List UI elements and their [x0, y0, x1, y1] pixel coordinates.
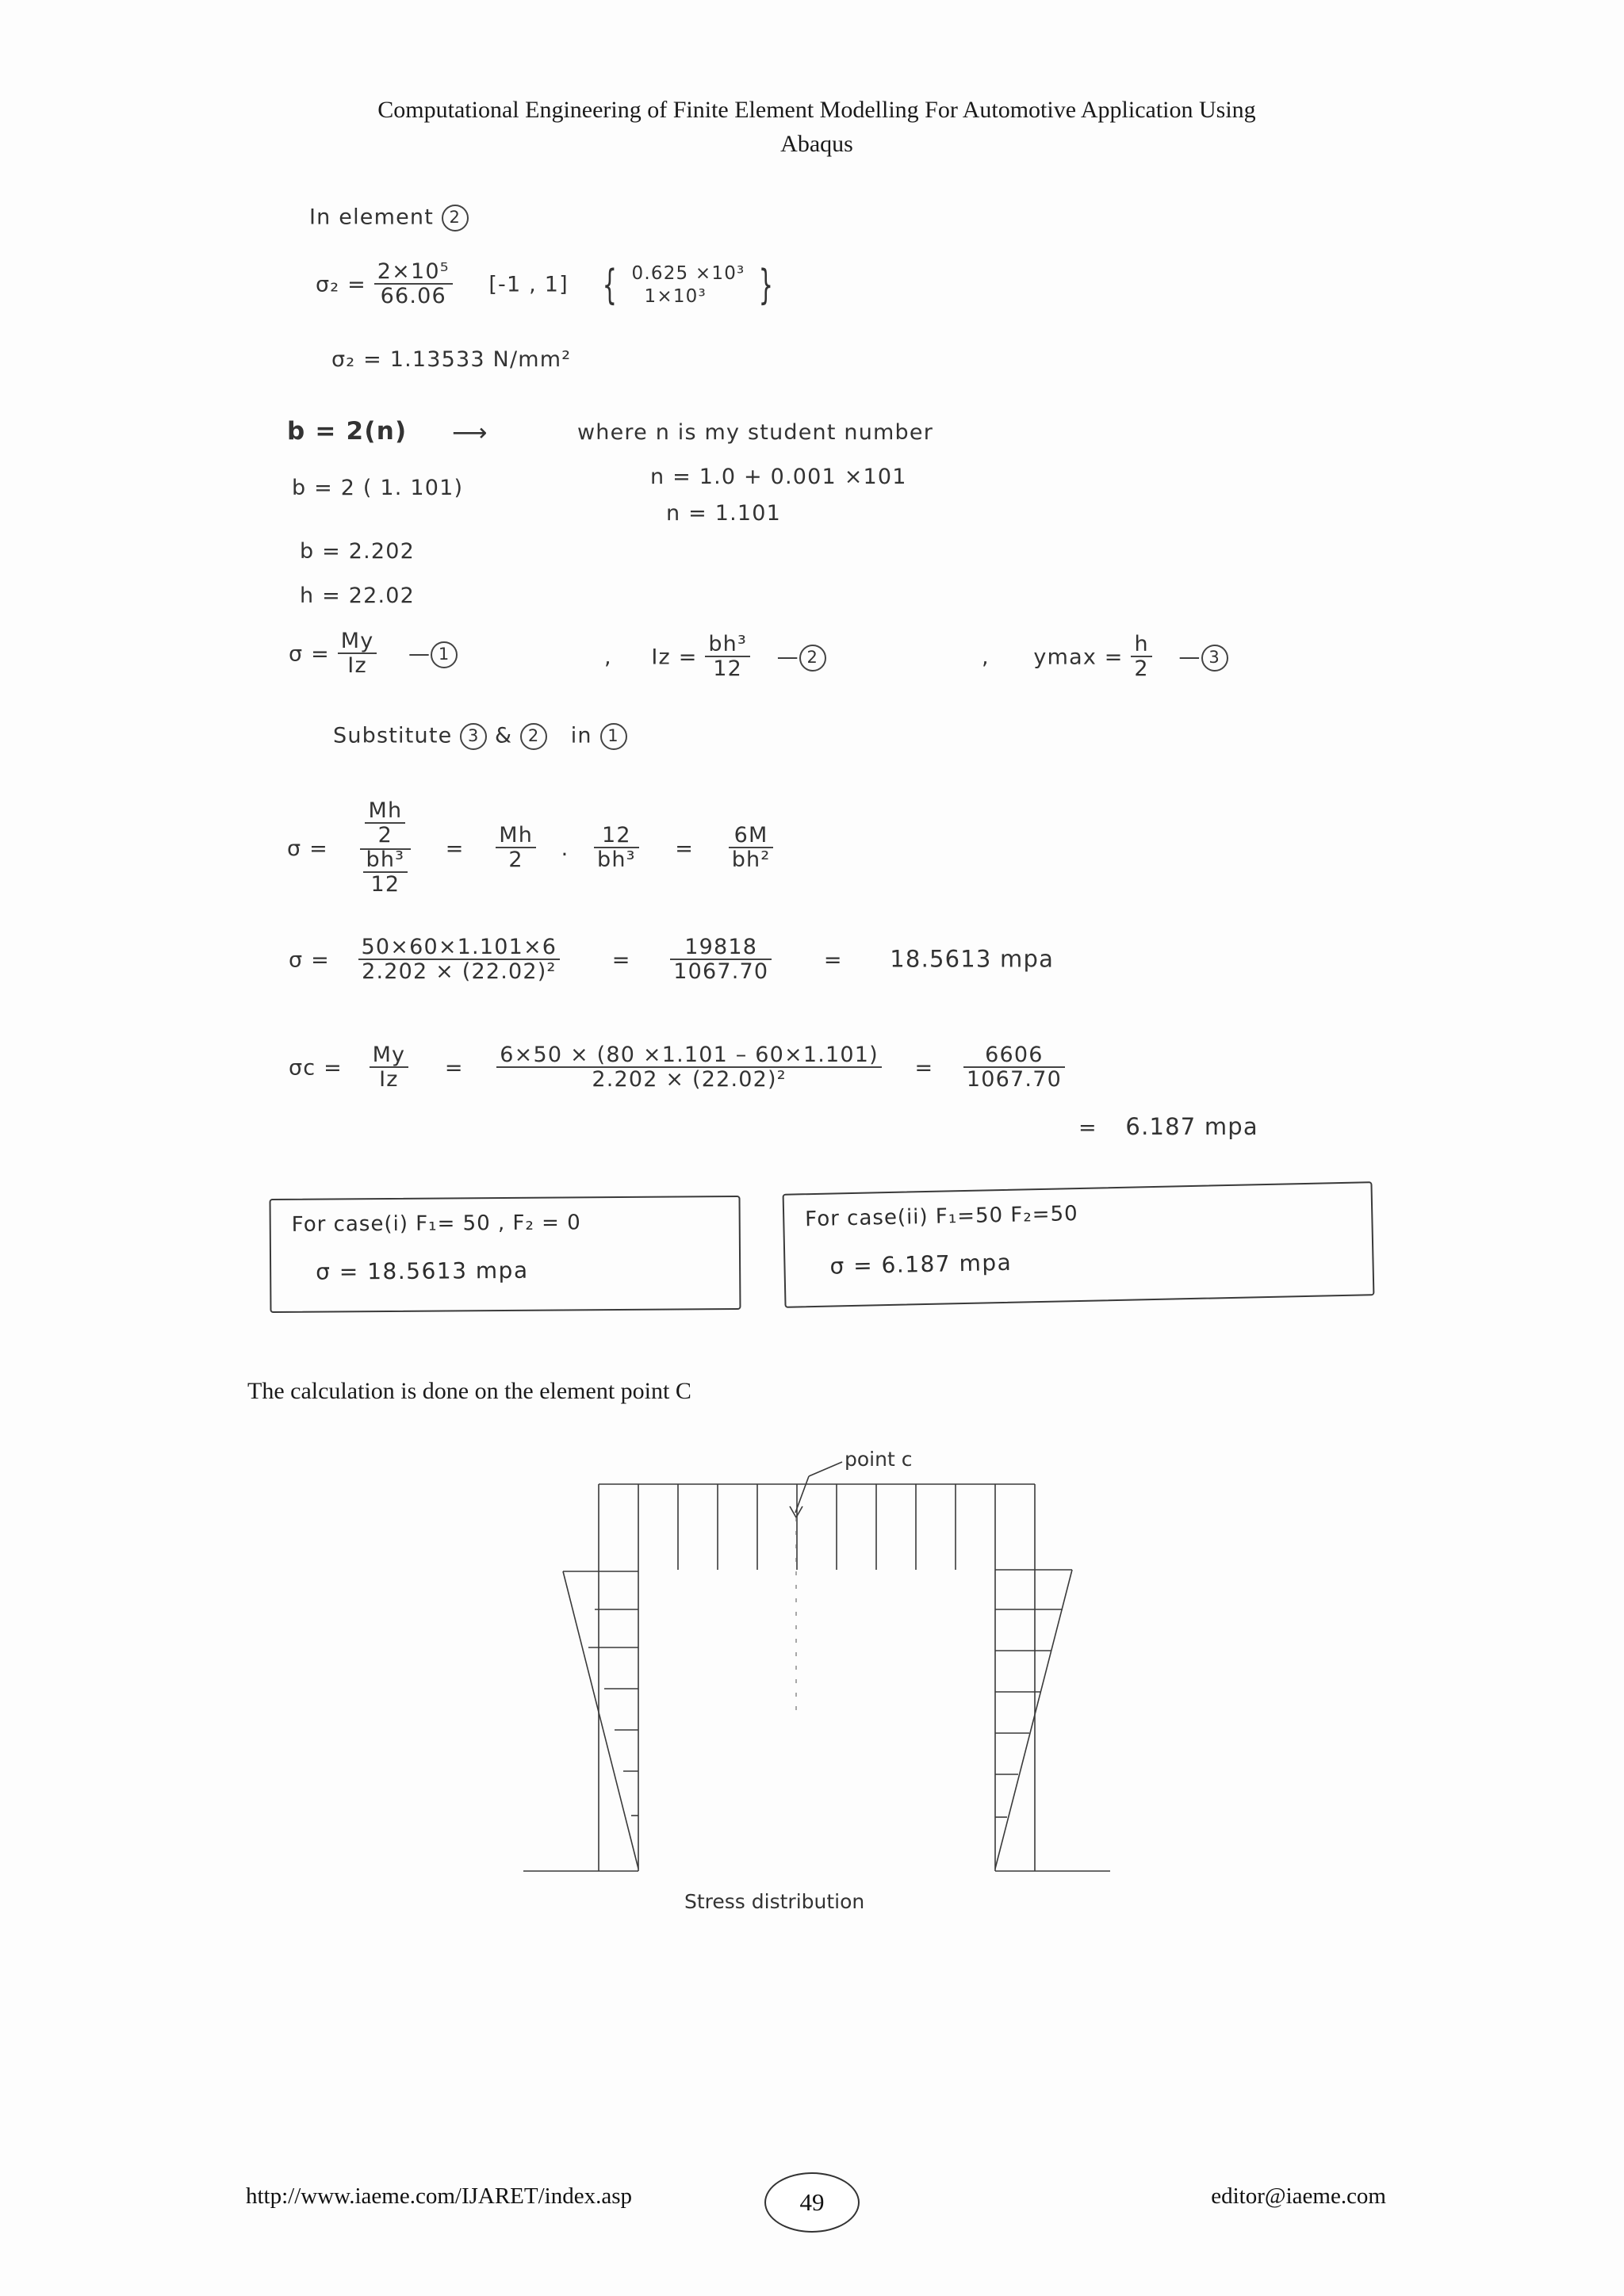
hw-calc1-numerator-2: 19818 — [684, 935, 758, 959]
result-box-case-1 — [270, 1196, 741, 1313]
figure-point-c-label: point c — [845, 1448, 913, 1471]
hw-derivation-f4-den: bh² — [729, 847, 774, 871]
hw-calc2-equals-1: = — [444, 1055, 464, 1081]
footer-url[interactable]: http://www.iaeme.com/IJARET/index.asp — [246, 2183, 632, 2209]
hw-derivation-equals-1: = — [445, 836, 465, 861]
hw-equation-1: σ = $\frac{My}{Iz}$ — 1 — [289, 631, 458, 679]
hw-derivation-f3-num: 12 — [601, 823, 631, 848]
hw-derivation-f3-den: bh³ — [594, 847, 639, 871]
hw-row-vector: [-1 , 1] — [488, 272, 569, 297]
hw-calc1-fraction — [358, 936, 561, 983]
hw-calc2-denominator: 2.202 × (22.02)² — [496, 1066, 882, 1091]
hw-in-element-text: In element — [309, 205, 434, 230]
hw-arrow-icon: ⟶ — [452, 419, 488, 447]
hw-eq1-tag: 1 — [431, 641, 458, 668]
hw-substitute-text: Substitute — [333, 723, 453, 748]
hw-brace-close: } — [758, 261, 774, 309]
result-box-case-2 — [783, 1181, 1375, 1308]
hw-eq2-fraction — [705, 633, 750, 680]
hw-eq1-denominator: Iz — [338, 652, 377, 677]
hw-b-value: b = 2.202 — [300, 539, 416, 564]
hw-calc2-my-iz — [370, 1043, 409, 1091]
hw-calc1-lhs: σ = — [289, 947, 330, 973]
page-footer — [0, 2172, 1624, 2244]
hw-eq1-fraction — [338, 629, 377, 677]
hw-derivation-f4 — [729, 824, 774, 871]
hw-substitute-tag-a: 3 — [460, 723, 487, 750]
hw-derivation-mh-over-2 — [365, 799, 405, 847]
header-title-line2: Abaqus — [780, 130, 853, 157]
hw-derivation-f3 — [594, 824, 639, 871]
result-box-case-1-value: σ = 18.5613 mpa — [316, 1257, 529, 1285]
page-number: 49 — [764, 2172, 860, 2233]
hw-eq3-tag: 3 — [1201, 645, 1228, 672]
hw-element-number: 2 — [442, 205, 469, 232]
hw-derivation-12: 12 — [363, 871, 408, 896]
hw-derivation-lower — [360, 848, 412, 897]
result-box-case-1-title: For case(i) F₁= 50 , F₂ = 0 — [291, 1211, 581, 1237]
hw-calc2-equals-3: = — [1078, 1115, 1097, 1140]
hw-derivation-2: 2 — [365, 822, 405, 847]
hw-eq2-tag: 2 — [799, 645, 826, 672]
hw-calc2-result: 6.187 mpa — [1125, 1113, 1258, 1140]
hw-derivation-f2-num: Mh — [499, 823, 534, 848]
hw-substitute-tag-c: 1 — [600, 723, 627, 750]
hw-n-calc-1: n = 1.0 + 0.001 ×101 — [650, 465, 907, 489]
hw-calc2-iz: Iz — [370, 1066, 409, 1091]
stress-distribution-figure — [476, 1448, 1158, 1942]
hw-calc2-numerator-2: 6606 — [985, 1043, 1044, 1067]
hw-calc-case1 — [289, 937, 1054, 985]
hw-equation-2: , Iz = $\frac{\text{bh³}}{12}$ — 2 — [604, 634, 826, 682]
hw-substitute-in: in — [570, 723, 592, 748]
hw-substitute-line — [333, 723, 627, 750]
hw-calc2-numerator: 6×50 × (80 ×1.101 – 60×1.101) — [500, 1043, 879, 1067]
hw-calc1-equals-2: = — [823, 947, 843, 973]
hw-derivation-upper — [360, 798, 412, 848]
hw-equation-3: , ymax = $\frac{h}{2}$ — 3 — [982, 634, 1228, 682]
hw-derivation-f2-den: 2 — [496, 847, 536, 871]
hw-sigma2-label: σ₂ = — [316, 272, 366, 297]
hw-eq3-lhs: ymax = — [1033, 645, 1124, 670]
hw-derivation-bh3: bh³ — [366, 848, 405, 873]
hw-calc1-denominator: 2.202 × (22.02)² — [358, 959, 561, 983]
hw-eq3-numerator: h — [1134, 632, 1149, 656]
hw-eq1-numerator: My — [340, 629, 374, 653]
hw-calc2-fraction — [496, 1043, 882, 1091]
hw-h-value: h = 22.02 — [300, 584, 415, 608]
page-header — [238, 94, 1396, 161]
hw-student-number-note: where n is my student number — [577, 420, 933, 445]
hw-sigma2-numerator: 2×10⁵ — [377, 259, 450, 284]
hw-calc2-equals-2: = — [914, 1055, 934, 1081]
hw-eq1-lhs: σ = — [289, 641, 330, 667]
hw-calc1-result: 18.5613 mpa — [890, 945, 1055, 973]
hw-calc2-lhs: σc = — [289, 1055, 343, 1081]
result-box-case-2-title: For case(ii) F₁=50 F₂=50 — [804, 1202, 1078, 1232]
footer-email[interactable]: editor@iaeme.com — [1211, 2183, 1386, 2209]
hw-in-element — [309, 205, 469, 232]
hw-derivation-mh: Mh — [368, 798, 403, 823]
hw-eq3-denominator: 2 — [1131, 656, 1151, 680]
hw-calc1-equals-1: = — [611, 947, 631, 973]
figure-bottom-label: Stress distribution — [684, 1890, 865, 1913]
hw-calc1-denominator-2: 1067.70 — [670, 959, 772, 983]
hw-derivation-f2 — [496, 824, 536, 871]
hw-calc2-my: My — [372, 1043, 406, 1067]
hw-eq2-numerator: bh³ — [708, 632, 748, 656]
hw-derivation-compound-fraction — [360, 798, 412, 898]
hw-calc2-fraction-2 — [963, 1043, 1065, 1091]
hw-derivation-equals-2: = — [675, 836, 695, 861]
hw-sigma2-denominator: 66.06 — [374, 283, 453, 308]
hw-sigma2-result: σ₂ = 1.13533 N/mm² — [331, 347, 572, 372]
hw-sigma2-equation — [316, 259, 780, 309]
hw-derivation-bh3-over-12 — [363, 848, 408, 896]
hw-calc1-fraction-2 — [670, 936, 772, 983]
hw-sigma2-fraction — [374, 260, 453, 308]
hw-b-definition: b = 2(n) — [287, 417, 408, 446]
hw-calc2-result-line — [1078, 1113, 1258, 1140]
hw-derivation-f4-num: 6M — [733, 823, 768, 848]
header-title-line1: Computational Engineering of Finite Element Modelling For Automotive Application Using — [377, 97, 1256, 123]
hw-eq3-fraction — [1131, 633, 1151, 680]
hw-brace-open: { — [603, 261, 619, 309]
hw-derivation-dot: . — [561, 836, 569, 861]
hw-derivation-line — [287, 798, 773, 898]
hw-substitute-amp: & — [495, 723, 513, 748]
hw-b-substituted: b = 2 ( 1. 101) — [292, 476, 464, 500]
hw-eq2-lhs: Iz = — [651, 645, 698, 670]
hw-calc2-denominator-2: 1067.70 — [963, 1066, 1065, 1091]
body-caption: The calculation is done on the element point C — [247, 1378, 691, 1404]
result-box-case-2-value: σ = 6.187 mpa — [829, 1249, 1013, 1280]
figure-svg — [476, 1451, 1158, 1942]
hw-vector-value-1: 0.625 ×10³ — [631, 263, 745, 285]
hw-calc1-numerator: 50×60×1.101×6 — [361, 935, 557, 959]
hw-substitute-tag-b: 2 — [520, 723, 547, 750]
hw-vector-value-2: 1×10³ — [644, 286, 707, 308]
hw-derivation-lhs: σ = — [287, 836, 328, 861]
hw-calc-case2 — [289, 1045, 1065, 1093]
hw-eq2-denominator: 12 — [705, 656, 750, 680]
hw-n-calc-2: n = 1.101 — [666, 501, 781, 526]
